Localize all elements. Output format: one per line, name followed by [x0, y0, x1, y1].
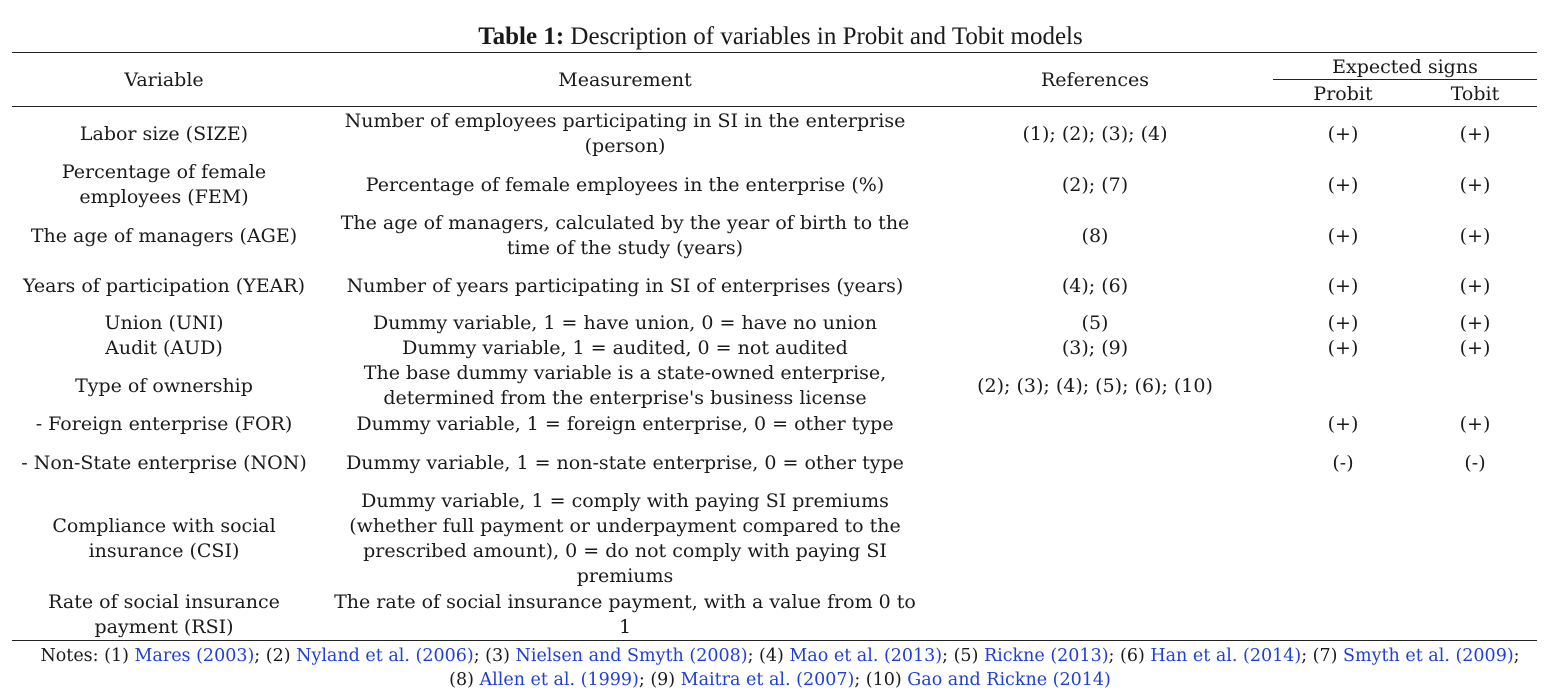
- reference-link[interactable]: Gao and Rickne (2014): [907, 670, 1111, 690]
- cell-variable: The age of managers (AGE): [30, 224, 298, 247]
- cell-variable: Rate of social insurance payment (RSI): [48, 591, 280, 638]
- cell-tobit-sign: (+): [1459, 122, 1491, 145]
- note-number: (4): [759, 646, 790, 666]
- cell-references: [960, 412, 1230, 437]
- reference-link[interactable]: Rickne (2013): [983, 646, 1109, 666]
- cell-tobit-sign: (+): [1459, 312, 1491, 334]
- table-notes: [30, 644, 1530, 692]
- table-number: Table 1:: [478, 23, 565, 50]
- cell-probit-sign: (+): [1327, 224, 1359, 247]
- top-rule: [12, 52, 1537, 53]
- reference-link[interactable]: Nielsen and Smyth (2008): [515, 646, 748, 666]
- cell-tobit-sign: (+): [1459, 337, 1491, 359]
- cell-references: [960, 590, 1230, 640]
- note-separator: ;: [254, 646, 266, 666]
- cell-variable: Union (UNI): [104, 312, 224, 334]
- cell-variable: - Foreign enterprise (FOR): [35, 413, 293, 435]
- cell-references: (3); (9): [1061, 337, 1129, 359]
- notes-list: [104, 646, 1519, 690]
- note-separator: ;: [747, 646, 760, 666]
- cell-probit-sign: (+): [1327, 312, 1359, 334]
- reference-link[interactable]: Allen et al. (1999): [479, 670, 639, 690]
- cell-measurement: Dummy variable, 1 = comply with paying SI premiums (whether full payment or underpayment compared to the prescribed amount), 0 = do not comply with paying SI premiums: [349, 490, 901, 587]
- cell-variable: Years of participation (YEAR): [22, 274, 306, 297]
- cell-variable: Audit (AUD): [105, 337, 223, 359]
- header-measurement: Measurement: [558, 68, 692, 91]
- note-separator: ;: [638, 670, 651, 690]
- reference-link[interactable]: Han et al. (2014): [1150, 646, 1302, 666]
- cell-probit-sign: (+): [1327, 274, 1359, 297]
- cell-probit-sign: (-): [1332, 451, 1354, 474]
- cell-variable: Percentage of female employees (FEM): [61, 161, 267, 208]
- cell-references: [960, 437, 1230, 489]
- cell-tobit-sign: (+): [1459, 274, 1491, 297]
- cell-references: (1); (2); (3); (4): [1022, 122, 1168, 145]
- cell-probit-sign: (+): [1327, 413, 1359, 435]
- reference-link[interactable]: Maitra et al. (2007): [680, 670, 855, 690]
- notes-prefix: Notes:: [40, 646, 105, 666]
- note-number: (9): [650, 670, 681, 690]
- header-tobit: Tobit: [1450, 82, 1500, 105]
- cell-probit-sign: [1273, 488, 1413, 590]
- note-separator: ;: [1108, 646, 1120, 666]
- reference-link[interactable]: Smyth et al. (2009): [1343, 646, 1514, 666]
- cell-references: [960, 488, 1230, 590]
- note-number: (3): [485, 646, 516, 666]
- note-number: (10): [865, 670, 908, 690]
- cell-references: (4); (6): [1061, 274, 1129, 297]
- cell-references: (2); (7): [1061, 173, 1129, 196]
- note-number: (1): [104, 646, 135, 666]
- note-separator: ;: [473, 646, 486, 666]
- cell-measurement: Dummy variable, 1 = have union, 0 = have no union: [373, 312, 877, 334]
- cell-references: (8): [1081, 224, 1109, 247]
- bottom-rule: [12, 640, 1537, 641]
- cell-measurement: The rate of social insurance payment, with a value from 0 to 1: [334, 591, 916, 638]
- cell-variable: Type of ownership: [75, 374, 253, 397]
- cell-measurement: Dummy variable, 1 = non-state enterprise, 0 = other type: [346, 451, 904, 474]
- note-number: (5): [953, 646, 984, 666]
- note-separator: ;: [1301, 646, 1313, 666]
- cell-measurement: Dummy variable, 1 = audited, 0 = not audited: [402, 337, 848, 359]
- cell-measurement: Number of years participating in SI of enterprises (years): [346, 274, 904, 297]
- cell-measurement: Percentage of female employees in the enterprise (%): [365, 173, 885, 196]
- note-separator: ;: [1513, 646, 1520, 666]
- reference-link[interactable]: Nyland et al. (2006): [296, 646, 474, 666]
- cell-measurement: Number of employees participating in SI in the enterprise (person): [344, 110, 906, 157]
- cell-probit-sign: (+): [1327, 122, 1359, 145]
- cell-tobit-sign: (-): [1464, 451, 1486, 474]
- cell-tobit-sign: [1413, 488, 1537, 590]
- header-references: References: [1040, 68, 1150, 91]
- cell-variable: Compliance with social insurance (CSI): [52, 515, 276, 562]
- note-number: (8): [449, 670, 480, 690]
- cell-references: (5): [1081, 312, 1109, 334]
- note-separator: ;: [854, 670, 866, 690]
- cell-probit-sign: [1273, 590, 1413, 640]
- cell-tobit-sign: (+): [1459, 224, 1491, 247]
- cell-references: (2); (3); (4); (5); (6); (10): [977, 374, 1213, 397]
- cell-measurement: The base dummy variable is a state-owned enterprise, determined from the enterprise's business license: [363, 362, 887, 409]
- note-separator: ;: [942, 646, 954, 666]
- cell-tobit-sign: [1413, 361, 1537, 411]
- table-caption: Description of variables in Probit and Tobit models: [564, 23, 1083, 50]
- header-variable: Variable: [124, 68, 204, 91]
- cell-measurement: Dummy variable, 1 = foreign enterprise, 0 = other type: [356, 413, 894, 435]
- note-number: (6): [1120, 646, 1151, 666]
- cell-probit-sign: (+): [1327, 337, 1359, 359]
- header-expected-signs: Expected signs: [1332, 55, 1478, 78]
- cell-variable: Labor size (SIZE): [79, 122, 249, 145]
- note-number: (2): [265, 646, 297, 666]
- note-number: (7): [1312, 646, 1344, 666]
- cell-tobit-sign: [1413, 590, 1537, 640]
- cell-variable: - Non-State enterprise (NON): [21, 451, 307, 474]
- cell-measurement: The age of managers, calculated by the year of birth to the time of the study (years): [340, 212, 910, 259]
- cell-tobit-sign: (+): [1459, 173, 1491, 196]
- cell-probit-sign: (+): [1327, 173, 1359, 196]
- reference-link[interactable]: Mares (2003): [134, 646, 255, 666]
- table-title: [0, 22, 1561, 52]
- cell-tobit-sign: (+): [1459, 413, 1491, 435]
- header-probit: Probit: [1313, 82, 1373, 105]
- reference-link[interactable]: Mao et al. (2013): [789, 646, 943, 666]
- cell-probit-sign: [1273, 361, 1413, 411]
